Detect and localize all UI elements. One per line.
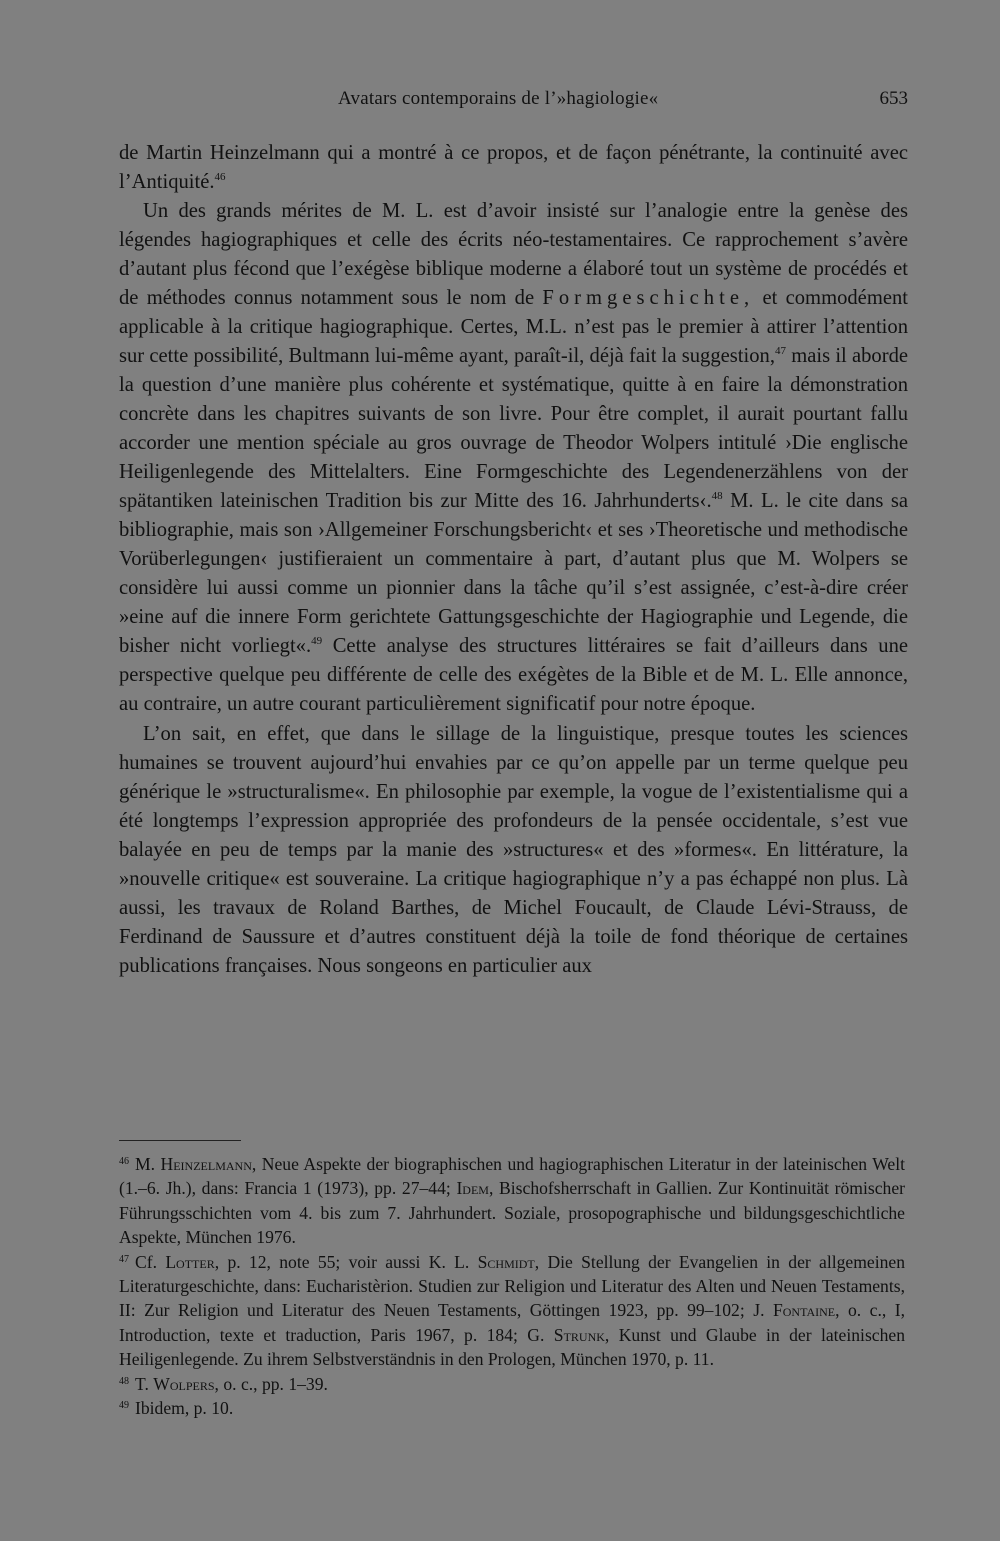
author-name: Fontaine, xyxy=(772,1300,840,1321)
paragraph-text: Un des grands mérites de M. L. est d’avoir insisté sur l’analogie entre la genèse des légendes hagiographiques et celle des écrits néo-testamentaires. Ce rapprochement s’avère d’autant plus fécond que l’exégèse biblique moderne a élaboré tout un système de procédés et de méthodes connus notamment sous le nom de xyxy=(119,200,908,309)
footnote xyxy=(119,1250,905,1372)
footnote-text: o. c., I, Introduction, texte et traduction, Paris 1967, p. 184; G. xyxy=(119,1300,905,1345)
footnote-ref[interactable]: 49 xyxy=(311,635,323,647)
footnote-text: Ibidem, p. 10. xyxy=(135,1398,234,1419)
footnotes xyxy=(119,1152,905,1420)
author-name: Lotter, xyxy=(165,1251,220,1272)
footnote xyxy=(119,1396,905,1420)
paragraph-text: mais il aborde la question d’une manière plus cohérente et systématique, quitte à en faire la démonstration concrète dans les chapitres suivants de son livre. Pour être complet, il aurait pourtant fallu accorder une mention spéciale au gros ouvrage de Theodor Wolpers intitulé ›Die englische Heiligenlegende des Mittelalters. Eine Formgeschichte des Legendenerzählens von der spätantiken lateinischen Tradition bis zur Mitte des 16. Jahrhunderts‹. xyxy=(119,345,909,512)
footnote-text: o. c., pp. 1–39. xyxy=(223,1373,328,1394)
footnote-text: Cf. xyxy=(135,1251,157,1272)
paragraph-text: M. L. le cite dans sa bibliographie, mais son ›Allgemeiner Forschungsbericht‹ et ses ›Theoretische und methodische Vorüberlegungen‹ justifieraient un commentaire à part, d’autant plus que M. Wolpers se considère lui aussi comme un pionnier dans la tâche qu’il s’est assignée, c’est-à-dire créer »eine auf die innere Form gerichtete Gattungsgeschichte der Hagiographie und Legende, die bisher nicht vorliegt«. xyxy=(119,490,909,657)
paragraph xyxy=(119,197,908,719)
paragraph-text: de Martin Heinzelmann qui a montré à ce propos, et de façon pénétrante, la continuité avec l’Antiquité. xyxy=(119,142,908,193)
footnote-rule xyxy=(119,1140,241,1141)
page-number: 653 xyxy=(879,88,908,109)
footnote-text: Die Stellung der Evangelien in der allgemeinen Literaturgeschichte, dans: Eucharistèrion. Studien zur Religion und Literatur des Alten und Neuen Testaments, II: Zur Religion und Literatur des Neuen Testaments, Göttingen 1923, pp. 99–102; J. xyxy=(119,1251,906,1321)
paragraph-text: L’on sait, en effet, que dans le sillage de la linguistique, presque toutes les sciences humaines se trouvent aujourd’hui envahies par ce qu’on appelle par un terme quelque peu générique le »structuralisme«. En philosophie par exemple, la vogue de l’existentialisme qui a été longtemps l’expression appropriée des profondeurs de la pensée occidentale, s’est vue balayée en peu de temps par la manie des »structures« et des »formes«. En littérature, la »nouvelle critique« est souveraine. La critique hagiographique n’y a pas échappé non plus. Là aussi, les travaux de Roland Barthes, de Michel Foucault, de Claude Lévi-Strauss, de Ferdinand de Saussure et d’autres constituent déjà la toile de fond théorique de certaines publications françaises. Nous songeons en particulier aux xyxy=(119,723,908,977)
author-name: Schmidt, xyxy=(477,1251,540,1272)
paragraph-text: et commodément applicable à la critique hagiographique. Certes, M.L. n’est pas le premier à attirer l’attention sur cette possibilité, Bultmann lui-même ayant, paraît-il, déjà fait la suggestion, xyxy=(119,287,908,367)
footnote-text: p. 12, note 55; voir aussi K. L. xyxy=(227,1251,470,1272)
footnote-number: 49 xyxy=(119,1400,129,1412)
footnote-text: Kunst und Glaube in der lateinischen Heiligenlegende. Zu ihrem Selbstverständnis in den Prologen, München 1970, p. 11. xyxy=(119,1324,905,1370)
running-head xyxy=(120,86,910,112)
author-name: Strunk, xyxy=(553,1324,610,1345)
footnote-text: Neue Aspekte der biographischen und hagiographischen Literatur in der lateinischen Welt (1.–6. Jh.), dans: Francia 1 (1973), pp. 27–44; xyxy=(119,1154,905,1199)
footnote-ref[interactable]: 46 xyxy=(214,171,226,183)
footnote-number: 46 xyxy=(119,1156,129,1167)
author-name: M. Heinzelmann, xyxy=(135,1154,257,1174)
paragraph xyxy=(119,720,908,981)
running-title: Avatars contemporains de l’»hagiologie« xyxy=(338,88,659,109)
footnote xyxy=(119,1152,905,1250)
paragraph-text: Cette analyse des structures littéraires se fait d’ailleurs dans une perspective quelque peu différente de celle des exégètes de la Bible et de M. L. Elle annonce, au contraire, un autre courant particulièrement significatif pour notre époque. xyxy=(119,635,909,715)
footnote-number: 48 xyxy=(119,1375,129,1387)
footnote-text: Bischofsherrschaft in Gallien. Zur Kontinuität römischer Führungsschichten vom 4. bis zum 7. Jahrhundert. Soziale, prosopographische und bildungsgeschichtliche Aspekte, München 1976. xyxy=(119,1178,905,1248)
footnote-number: 47 xyxy=(119,1253,129,1265)
footnote-ref[interactable]: 47 xyxy=(775,345,786,357)
footnote xyxy=(119,1372,905,1396)
spaced-term: Formgeschichte, xyxy=(542,287,755,309)
author-name: Idem, xyxy=(456,1178,494,1199)
paragraph xyxy=(119,139,908,197)
author-name: Wolpers, xyxy=(153,1373,219,1394)
footnote-text: T. xyxy=(135,1373,149,1394)
body-text xyxy=(119,139,908,981)
footnote-ref[interactable]: 48 xyxy=(711,490,723,502)
